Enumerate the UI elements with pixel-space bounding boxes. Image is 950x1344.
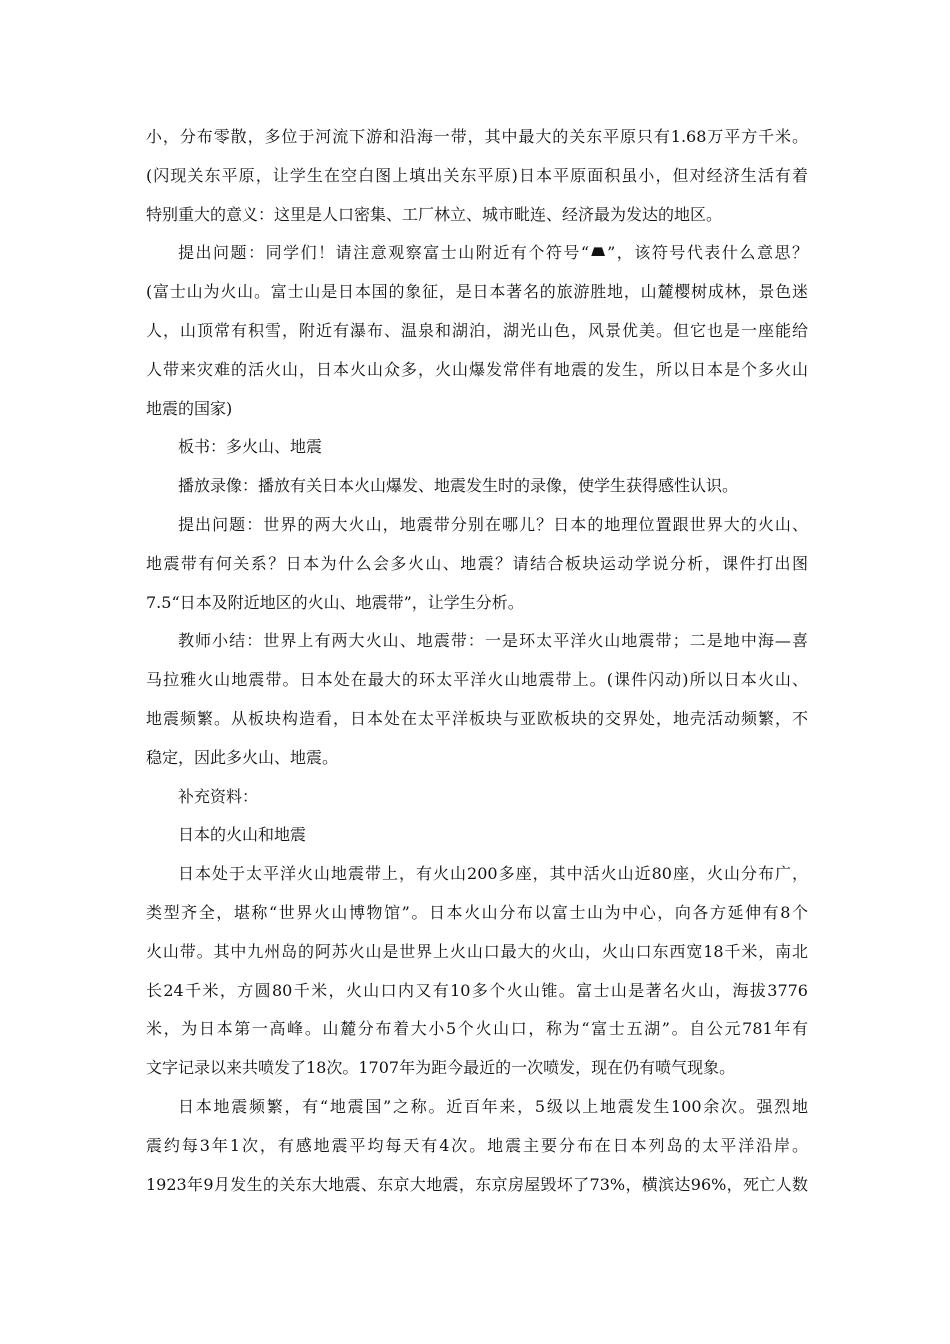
text-line: 火山带。其中九州岛的阿苏火山是世界上火山口最大的火山，火山口东西宽18千米，南北 <box>146 941 808 961</box>
text-line: 日本处于太平洋火山地震带上，有火山200多座，其中活火山近80座，火山分布广， <box>178 864 808 884</box>
text-line: 特别重大的意义：这里是人口密集、工厂林立、城市毗连、经济最为发达的地区。 <box>146 204 723 224</box>
text-line: 类型齐全，堪称“世界火山博物馆”。日本火山分布以富士山为中心，向各方延伸有8个 <box>146 902 808 922</box>
question-text-after: ”，该符号代表什么意思？ <box>607 243 808 263</box>
text-line: 长24千米，方圆80千米，火山口内又有10多个火山锥。富士山是著名火山，海拔3776 <box>146 980 808 1000</box>
volcano-symbol-icon <box>591 247 605 256</box>
text-line: 板书：多火山、地震 <box>178 437 323 457</box>
text-line: 地震带有何关系？日本为什么会多火山、地震？请结合板块运动学说分析，课件打出图 <box>146 553 808 573</box>
text-line: 地震频繁。从板块构造看，日本处在太平洋板块与亚欧板块的交界处，地壳活动频繁，不 <box>146 708 808 728</box>
text-line: 震约每3年1次，有感地震平均每天有4次。地震主要分布在日本列岛的太平洋沿岸。 <box>146 1135 808 1155</box>
question-text-before: 提出问题：同学们！请注意观察富士山附近有个符号“ <box>178 243 590 263</box>
text-line: 马拉雅火山地震带。日本处在最大的环太平洋火山地震带上。(课件闪动)所以日本火山、 <box>146 670 808 690</box>
text-line: 稳定，因此多火山、地震。 <box>146 747 339 767</box>
body-text <box>146 118 808 1204</box>
text-line: 补充资料： <box>178 786 259 806</box>
text-line: 提出问题：世界的两大火山，地震带分别在哪儿？日本的地理位置跟世界大的火山、 <box>178 514 808 534</box>
text-line: 人带来灾难的活火山，日本火山众多，火山爆发常伴有地震的发生，所以日本是个多火山 <box>146 359 808 379</box>
text-line-with-symbol <box>146 234 808 273</box>
text-line: 教师小结：世界上有两大火山、地震带：一是环太平洋火山地震带；二是地中海—喜 <box>178 631 808 651</box>
text-line: (闪现关东平原，让学生在空白图上填出关东平原)日本平原面积虽小，但对经济生活有着 <box>146 165 808 185</box>
text-line: 小，分布零散，多位于河流下游和沿海一带，其中最大的关东平原只有1.68万平方千米。 <box>146 127 808 146</box>
text-line: (富士山为火山。富士山是日本国的象征，是日本著名的旅游胜地，山麓樱树成林，景色迷 <box>146 282 808 302</box>
text-line: 文字记录以来共喷发了18次。1707年为距今最近的一次喷发，现在仍有喷气现象。 <box>146 1058 736 1078</box>
section-heading: 日本的火山和地震 <box>178 825 307 845</box>
text-line: 7.5“日本及附近地区的火山、地震带”，让学生分析。 <box>146 592 524 612</box>
text-line: 地震的国家) <box>146 398 233 418</box>
text-line: 人，山顶常有积雪，附近有瀑布、温泉和湖泊，湖光山色，风景优美。但它也是一座能给 <box>146 320 808 340</box>
text-line: 米，为日本第一高峰。山麓分布着大小5个火山口，称为“富士五湖”。自公元781年有 <box>146 1019 808 1039</box>
text-line: 播放录像：播放有关日本火山爆发、地震发生时的录像，使学生获得感性认识。 <box>178 476 739 496</box>
text-line: 1923年9月发生的关东大地震、东京大地震，东京房屋毁坏了73%，横滨达96%，死亡人数 <box>146 1174 808 1194</box>
text-line: 日本地震频繁，有“地震国”之称。近百年来，5级以上地震发生100余次。强烈地 <box>178 1096 808 1116</box>
